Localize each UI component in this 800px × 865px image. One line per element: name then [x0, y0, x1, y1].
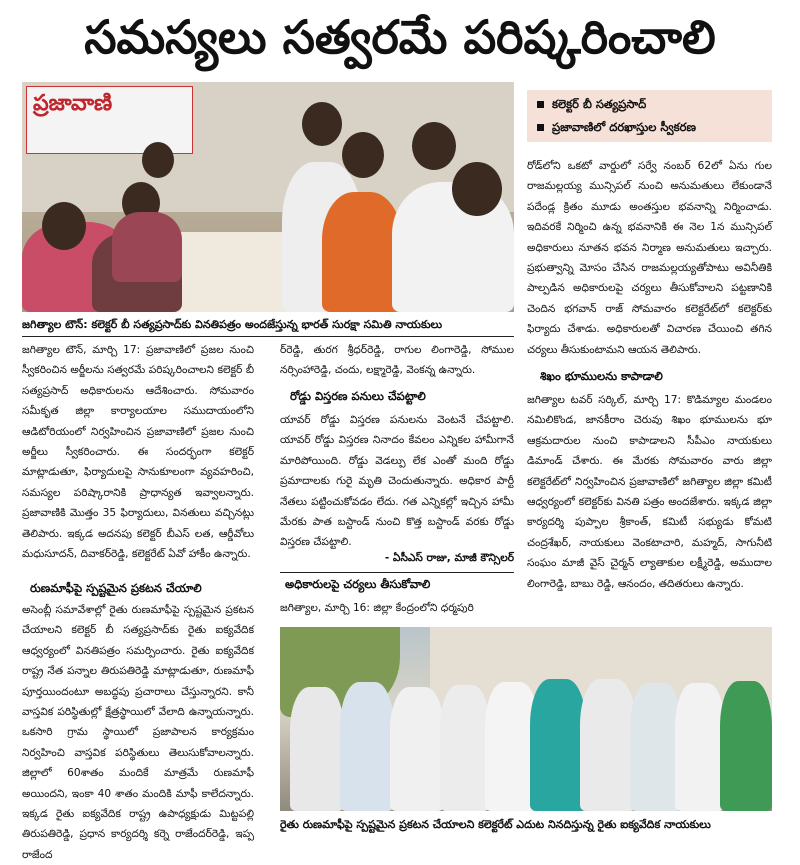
banner-text: ప్రజావాణి: [33, 91, 113, 116]
photo2-caption: రైతు రుణమాఫీపై స్పష్టమైన ప్రకటన చేయాలని కలెక్టరేట్ ఎదుట నినదిస్తున్న రైతు ఐక్యవేదిక నాయకులు: [280, 818, 711, 831]
subhead-loan-waiver: రుణమాఫీపై స్పష్టమైన ప్రకటన చేయాలి: [30, 581, 202, 595]
subhead-action-officials: అధికారులపై చర్యలు తీసుకోవాలి: [285, 577, 431, 591]
column-3-para-2: జగిత్యాల టవర్ సర్కిల్, మార్చి 17: కొడిమ్యాల మండలం నమిలికొండ, జానకీరాం చెరువు శిఖం భూములను భూ ఆక్రమదారుల నుంచి కాపాడాలని సీపీఎం నాయకులు డిమాండ్ చేశారు. ఈ మేరకు సోమవారం వారు జిల్లా కలెక్టరేట్‌లో నిర్వహించిన ప్రజావాణిలో జగిత్యాల జిల్లా కమిటీ ఆధ్వర్యంలో కలెక్టర్‌కు వినతి పత్రం అందజేశారు. ఇక్కడ జిల్లా కార్యదర్శి పుప్పాల శ్రీకాంత్, కమిటీ సభ్యుడు కోమటి చంద్రశేఖర్, నాయకులు వెంకటాచారి, మహ్మద్, సాగునీటి సంఘం మాజీ వైస్ చైర్మన్ ల్యాతాకుల లక్ష్మీరెడ్డి, అముదాల లింగారెడ్డి, బాబు రెడ్డి, ఆనందం, తదితరులు ఉన్నారు.: [527, 394, 772, 590]
column-2-para-3: జగిత్యాల, మార్చి 16: జిల్లా కేంద్రంలోని ధర్మపురి: [280, 602, 474, 614]
highlight-item: కలెక్టర్ బీ సత్యప్రసాద్: [537, 94, 646, 114]
section-rule: [280, 572, 514, 573]
subhead-lake-lands: శిఖం భూములను కాపాడాలి: [540, 369, 663, 383]
column-1-para-2: అసెంబ్లీ సమావేశాల్లో రైతు రుణమాఫీపై స్పష్టమైన ప్రకటన చేయాలని కలెక్టర్ బీ సత్యప్రసాద్‌కు రైతు ఐక్యవేదిక ఆధ్వర్యంలో వినతిపత్రం సమర్పించారు. రైతు ఐక్యవేదిక రాష్ట్ర నేత పన్నాల తిరుపతిరెడ్డి మాట్లాడుతూ, రుణమాఫీ పూర్తయిందంటూ అబద్ధపు ప్రచారాలు చేస్తున్నారని. కానీ వాస్తవిక పరిస్థితుల్లో క్షేత్రస్థాయిలో వేలాది ఉన్నాయన్నారు. ఒకసారి గ్రామ స్థాయిలో ప్రజాపాలన కార్యక్రమం నిర్వహించి వాస్తవిక పరిస్థితులు తెలుసుకోవాలన్నారు. జిల్లాలో 60శాతం మందికే మాత్రమే రుణమాఫీ అయిందని, ఇంకా 40 శాతం మందికి మాఫీ కాలేదన్నారు. ఇక్కడ రైతు ఐక్యవేదిక రాష్ట్ర ఉపాధ్యక్షుడు మిట్టపల్లి తిరుపతిరెడ్డి, ప్రధాన కార్యదర్శి కర్నె రాజేందర్‌రెడ్డి, ఇప్ప రాజేంద: [22, 604, 254, 861]
photo1-caption: జగిత్యాల టౌన్: కలెక్టర్ బీ సత్యప్రసాద్‌కు వినతిపత్రం అందజేస్తున్న భారత్ సురక్షా సమితి నాయకులు: [22, 318, 443, 331]
highlight-item: ప్రజావాణిలో దరఖాస్తుల స్వీకరణ: [537, 117, 696, 137]
column-3-para-1: రోడ్‌లోని ఒకటో వార్డులో సర్వే నంబర్ 62లో ఏను గుల రాజమల్లయ్య మున్సిపల్ నుంచి అనుమతులు లేకుండానే పదేండ్ల క్రితం మూడు అంతస్తుల భవనాన్ని నిర్మించాడు. ఇదివరకే నిర్మించి ఉన్న భవనానికి ఈ నెల 1న మున్సిపల్ అధికారులు నూతన భవన నిర్మాణ అనుమతులు ఇచ్చారు. ప్రభుత్వాన్ని మోసం చేసిన రాజమల్లయ్యతోపాటు అవినీతికి పాల్పడిన అధికారులపై చర్యలు తీసుకోవాలని పట్టణానికి చెందిన భగవాన్ రాజ్ సోమవారం కలెక్టరేట్‌లో కలెక్టర్‌కు ఫిర్యాదు చేశాడు. అధికారులతో విచారణ చేయించి తగిన చర్యలు తీసుకుంటామని ఆయన తెలిపారు.: [527, 160, 772, 356]
prajavani-banner: [26, 86, 193, 154]
subhead-road-widening: రోడ్డు విస్తరణ పనులు చేపట్టాలి: [290, 389, 426, 403]
highlights-box: [527, 90, 772, 142]
column-1-para-1: జగిత్యాల టౌన్, మార్చి 17: ప్రజావాణిలో ప్రజల నుంచి స్వీకరించిన అర్జీలను సత్వరమే పరిష్కరించాలని కలెక్టర్ బీ సత్యప్రసాద్ అధికారులను ఆదేశించారు. సోమవారం సమీకృత జిల్లా కార్యాలయాల సముదాయంలోని ఆడిటోరియంలో నిర్వహించిన ప్రజావాణిలో ప్రజల నుంచి అర్జీలు స్వీకరించారు. ఈ సందర్భంగా కలెక్టర్ మాట్లాడుతూ, ఫిర్యాదులపై సానుకూలంగా వ్యవహరించి, సమస్యల పరిష్కారానికి ప్రాధాన్యత ఇవ్వాలన్నారు. ప్రజావాణికి మొత్తం 35 ఫిర్యాదులు, వినతులు వచ్చినట్లు తెలిపారు. ఇక్కడ అదనపు కలెక్టర్ బీఎస్ లత, ఆర్డీవోలు మధుసూదన్, దివాకర్‌రెడ్డి, కలెక్టరేట్ ఏవో హాకీం ఉన్నారు.: [22, 344, 254, 561]
caption-rule: [22, 336, 514, 337]
column-2-para-1: ర్‌రెడ్డి, తురగ శ్రీధర్‌రెడ్డి, రాగుల లింగారెడ్డి, సోముల నర్సింహారెడ్డి, చందు, లక్ష్మారెడ్డి, వెంకన్న ఉన్నారు.: [280, 344, 514, 377]
column-2-para-2: యావర్ రోడ్డు విస్తరణ పనులను వెంటనే చేపట్టాలి. యావర్ రోడ్డు విస్తరణ నినాదం కేవలం ఎన్నికల హామీగానే మారిపోయింది. రోడ్డు వెడల్పు లేక ఎంతో మంది రోడ్డు ప్రమాదాలకు గురై మృతి చెందుతున్నారు. అధికార పార్టీ నేతలు పట్టించుకోవడం లేదు. గత ఎన్నికల్లో ఇచ్చిన హామీ మేరకు పాత బస్టాండ్ నుంచి కొత్త బస్టాండ్ వరకు రోడ్డు విస్తరణ చేపట్టాలి.: [280, 414, 514, 549]
headline: సమస్యలు సత్వరమే పరిష్కరించాలి: [84, 10, 716, 64]
signature: - ఏసీఎస్ రాజు, మాజీ కౌన్సిలర్: [384, 552, 514, 564]
press-photo-prajavani: [22, 82, 514, 312]
press-photo-farmers: [280, 627, 772, 811]
